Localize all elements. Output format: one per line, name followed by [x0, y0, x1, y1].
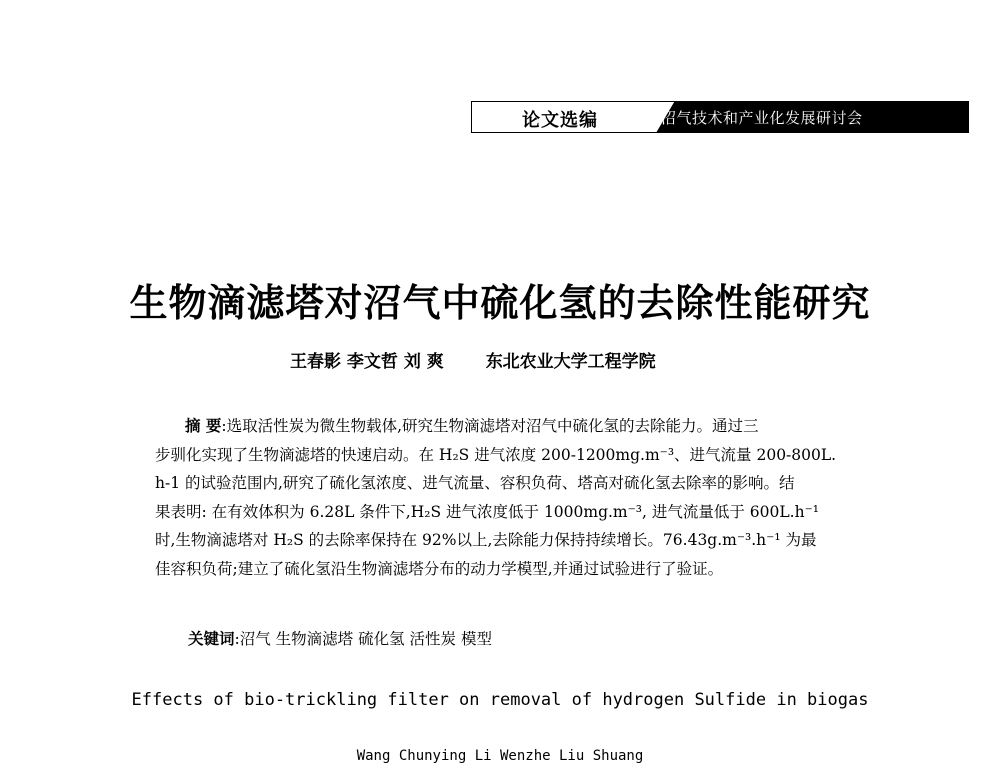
abstract-line: h-1 的试验范围内,研究了硫化氢浓度、进气流量、容积负荷、塔高对硫化氢去除率的影响。结	[155, 474, 795, 493]
abstract-line: 时,生物滴滤塔对 H₂S 的去除率保持在 92%以上,去除能力保持持续增长。76.43g.m⁻³.h⁻¹ 为最	[155, 531, 817, 550]
english-authors: Wang Chunying Li Wenzhe Liu Shuang	[356, 748, 644, 764]
author-names: 王春影 李文哲 刘 爽	[290, 352, 444, 372]
abstract-label: 摘 要	[185, 417, 222, 435]
abstract-line: 摘 要:选取活性炭为微生物载体,研究生物滴滤塔对沼气中硫化氢的去除能力。通过三	[185, 417, 759, 435]
keywords-label: 关键词	[188, 630, 235, 648]
paper-title: 生物滴滤塔对沼气中硫化氢的去除性能研究	[129, 281, 871, 325]
section-label: 论文选编	[522, 110, 598, 131]
author-affiliation: 东北农业大学工程学院	[485, 352, 656, 372]
keywords-text: :沼气 生物滴滤塔 硫化氢 活性炭 模型	[234, 630, 492, 648]
conference-name: 沼气技术和产业化发展研讨会	[661, 109, 863, 127]
abstract	[155, 412, 860, 584]
abstract-line: 步驯化实现了生物滴滤塔的快速启动。在 H₂S 进气浓度 200-1200mg.m⁻³、进气流量 200-800L.	[155, 445, 837, 464]
english-title: Effects of bio-trickling filter on removal of hydrogen Sulfide in biogas	[131, 690, 869, 710]
abstract-line: 佳容积负荷;建立了硫化氢沿生物滴滤塔分布的动力学模型,并通过试验进行了验证。	[155, 559, 724, 578]
keywords	[188, 627, 492, 649]
abstract-line: 果表明: 在有效体积为 6.28L 条件下,H₂S 进气浓度低于 1000mg.m⁻³, 进气流量低于 600L.h⁻¹	[155, 502, 819, 521]
author-line	[290, 347, 656, 372]
header-banner	[471, 101, 969, 133]
